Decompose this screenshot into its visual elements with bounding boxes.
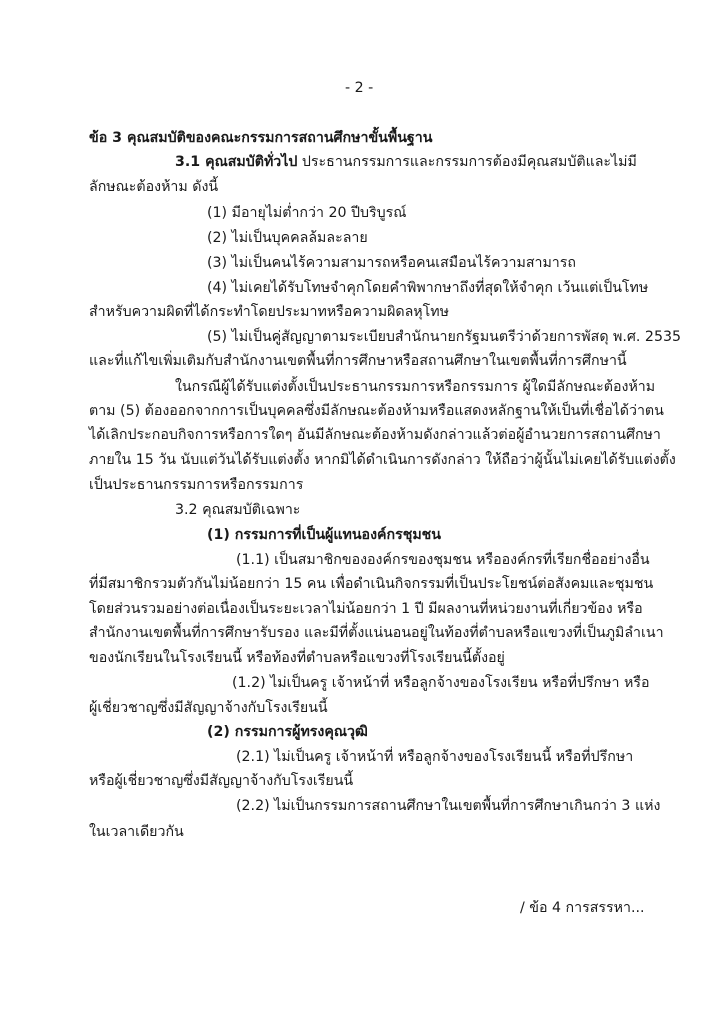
- section-3-heading: ข้อ 3 คุณสมบัติของคณะกรรมการสถานศึกษาขั้นพื้นฐาน: [89, 130, 433, 146]
- clause-1-2-line: ผู้เชี่ยวชาญซึ่งมีสัญญาจ้างกับโรงเรียนนี้: [89, 700, 328, 716]
- clause-1-1-line: สำนักงานเขตพื้นที่การศึกษารับรอง และมีที่ตั้งแน่นอนอยู่ในท้องที่ตำบลหรือแขวงที่เป็นภูมิลำเนา: [89, 625, 664, 641]
- clause-1-1-line: โดยส่วนรวมอย่างต่อเนื่องเป็นระยะเวลาไม่น้อยกว่า 1 ปี มีผลงานที่หน่วยงานที่เกี่ยวข้อง หรือ: [89, 601, 643, 617]
- item-5-cont: และที่แก้ไขเพิ่มเติมกับสำนักงานเขตพื้นที่การศึกษาหรือสถานศึกษาในเขตพื้นที่การศึกษานี้: [89, 353, 627, 369]
- section-3-1-intro-line2: ลักษณะต้องห้าม ดังนี้: [89, 179, 219, 195]
- item-1: (1) มีอายุไม่ต่ำกว่า 20 ปีบริบูรณ์: [207, 205, 407, 221]
- item-2: (2) ไม่เป็นบุคคลล้มละลาย: [207, 230, 368, 246]
- section-3-1-intro-text: ประธานกรรมการและกรรมการต้องมีคุณสมบัติและไม่มี: [297, 154, 637, 170]
- clause-1-2-line: (1.2) ไม่เป็นครู เจ้าหน้าที่ หรือลูกจ้างของโรงเรียน หรือที่ปรึกษา หรือ: [232, 675, 650, 691]
- section-3-1-intro: [175, 152, 637, 172]
- subsection-1-title: (1) กรรมการที่เป็นผู้แทนองค์กรชุมชน: [207, 527, 442, 543]
- item-3: (3) ไม่เป็นคนไร้ความสามารถหรือคนเสมือนไร้ความสามารถ: [207, 255, 576, 271]
- paragraph-line: ได้เลิกประกอบกิจการหรือการใดๆ อันมีลักษณะต้องห้ามดังกล่าวแล้วต่อผู้อำนวยการสถานศึกษา: [89, 427, 661, 443]
- continuation-footer: / ข้อ 4 การสรรหา...: [520, 900, 645, 916]
- clause-1-1-line: (1.1) เป็นสมาชิกขององค์กรของชุมชน หรือองค์กรที่เรียกชื่ออย่างอื่น: [236, 552, 650, 568]
- clause-2-1-line: (2.1) ไม่เป็นครู เจ้าหน้าที่ หรือลูกจ้างของโรงเรียนนี้ หรือที่ปรึกษา: [236, 749, 634, 765]
- subsection-2-title: (2) กรรมการผู้ทรงคุณวุฒิ: [207, 724, 368, 740]
- paragraph-line: ในกรณีผู้ได้รับแต่งตั้งเป็นประธานกรรมการหรือกรรมการ ผู้ใดมีลักษณะต้องห้าม: [175, 379, 656, 395]
- clause-2-2-line: (2.2) ไม่เป็นกรรมการสถานศึกษาในเขตพื้นที่การศึกษาเกินกว่า 3 แห่ง: [236, 798, 661, 814]
- paragraph-line: ภายใน 15 วัน นับแต่วันได้รับแต่งตั้ง หากมิได้ดำเนินการดังกล่าว ให้ถือว่าผู้นั้นไม่เคยได้รับแต่งตั้ง: [89, 452, 676, 468]
- clause-1-1-line: ที่มีสมาชิกรวมตัวกันไม่น้อยกว่า 15 คน เพื่อดำเนินกิจกรรมที่เป็นประโยชน์ต่อสังคมและชุมชน: [89, 576, 654, 592]
- page-number: - 2 -: [345, 80, 374, 96]
- paragraph-line: เป็นประธานกรรมการหรือกรรมการ: [89, 477, 304, 493]
- clause-2-2-line: ในเวลาเดียวกัน: [89, 824, 184, 840]
- section-3-1-title: 3.1 คุณสมบัติทั่วไป: [175, 154, 298, 170]
- clause-1-1-line: ของนักเรียนในโรงเรียนนี้ หรือท้องที่ตำบลหรือแขวงที่โรงเรียนนี้ตั้งอยู่: [89, 650, 505, 666]
- item-4-cont: สำหรับความผิดที่ได้กระทำโดยประมาทหรือความผิดลหุโทษ: [89, 304, 449, 320]
- section-3-2-title: 3.2 คุณสมบัติเฉพาะ: [175, 502, 301, 518]
- paragraph-line: ตาม (5) ต้องออกจากการเป็นบุคคลซึ่งมีลักษณะต้องห้ามหรือแสดงหลักฐานให้เป็นที่เชื่อได้ว่าตน: [89, 403, 664, 419]
- item-5: (5) ไม่เป็นคู่สัญญาตามระเบียบสำนักนายกรัฐมนตรีว่าด้วยการพัสดุ พ.ศ. 2535: [207, 329, 682, 345]
- item-4: (4) ไม่เคยได้รับโทษจำคุกโดยคำพิพากษาถึงที่สุดให้จำคุก เว้นแต่เป็นโทษ: [207, 280, 649, 296]
- clause-2-1-line: หรือผู้เชี่ยวชาญซึ่งมีสัญญาจ้างกับโรงเรียนนี้: [89, 773, 354, 789]
